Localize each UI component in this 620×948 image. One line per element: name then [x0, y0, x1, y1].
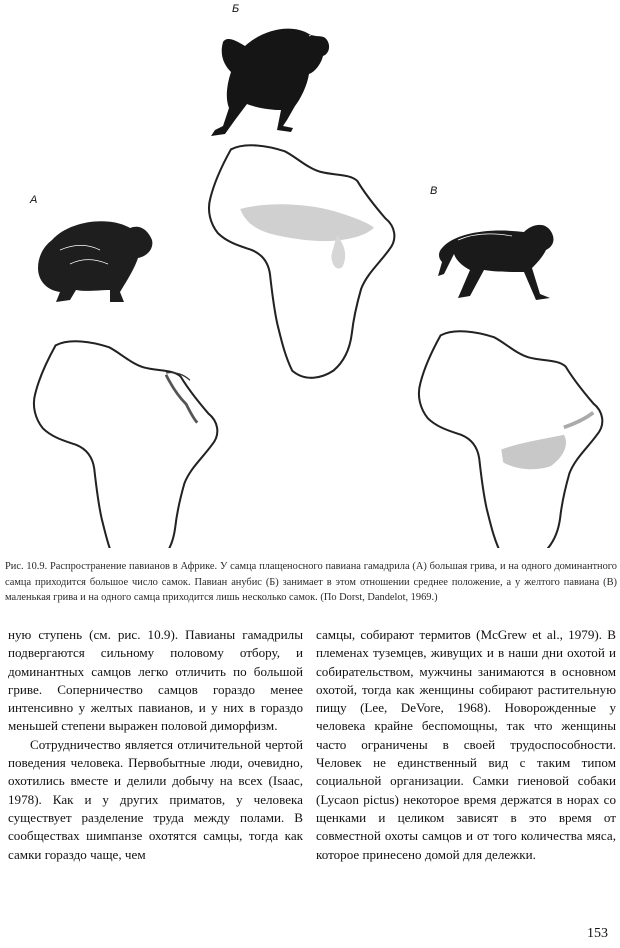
map-hamadryas	[34, 341, 217, 548]
label-a: А	[30, 194, 38, 206]
map-anubis	[209, 145, 394, 378]
baboon-hamadryas-drawing	[38, 221, 152, 302]
map-yellow-baboon	[419, 331, 602, 548]
baboon-anubis-drawing	[211, 29, 329, 136]
page-number: 153	[587, 926, 608, 941]
left-paragraph-2: Сотрудничество является отличительной чертой поведения человека. Первобытные люди, очевидно, охотились вместе и делили добычу на всех (Isaac, 1978). Как и у других приматов, у человека существует разделение труда между полами. В сообществах шимпанзе охотятся самцы, тогда как самки гораздо чаще, чем	[8, 736, 303, 862]
left-paragraph-1: ную ступень (см. рис. 10.9). Павианы гамадрилы подвергаются сильному половому отбору, и доминантных самцов легко отличить по большой гриве. Соперничество самцов гораздо менее интенсивно у желтых павианов, и у них в гораздо меньшей степени выражен половой диморфизм.	[8, 627, 303, 734]
label-v: В	[430, 185, 438, 197]
right-paragraph-1: самцы, собирают термитов (McGrew et al., 1979). В племенах туземцев, живущих и в наши дни охотой и собирательством, мужчины занимаются в основном охотой, тогда как женщины собирают растительную пищу (Lee, DeVore, 1968). Новорожденные у человека крайне беспомощны, так что женщины часто ограничены в своей трудоспособности. Человек не единственный вид с таким типом социальной организации. Самки гиеновой собаки (Lycaon pictus) некоторое время держатся в норах со щенками и целиком зависят в это время от совместной охоты самцов и от того количества мяса, которое принесено домой для дележки.	[316, 627, 616, 862]
baboon-yellow-drawing	[438, 225, 553, 300]
left-column	[8, 626, 303, 864]
right-column	[316, 626, 616, 864]
figure-caption: Рис. 10.9. Распространение павианов в Африке. У самца плащеносного павиана гамадрила (А) большая грива, и на одного доминантного самца приходится большое число самок. Павиан анубис (Б) занимает в этом отношении среднее положение, а у желтого павиана (В) маленькая грива и на одного самца приходится лишь несколько самок. (По Dorst, Dandelot, 1969.)	[5, 561, 617, 604]
label-b: Б	[232, 3, 240, 15]
